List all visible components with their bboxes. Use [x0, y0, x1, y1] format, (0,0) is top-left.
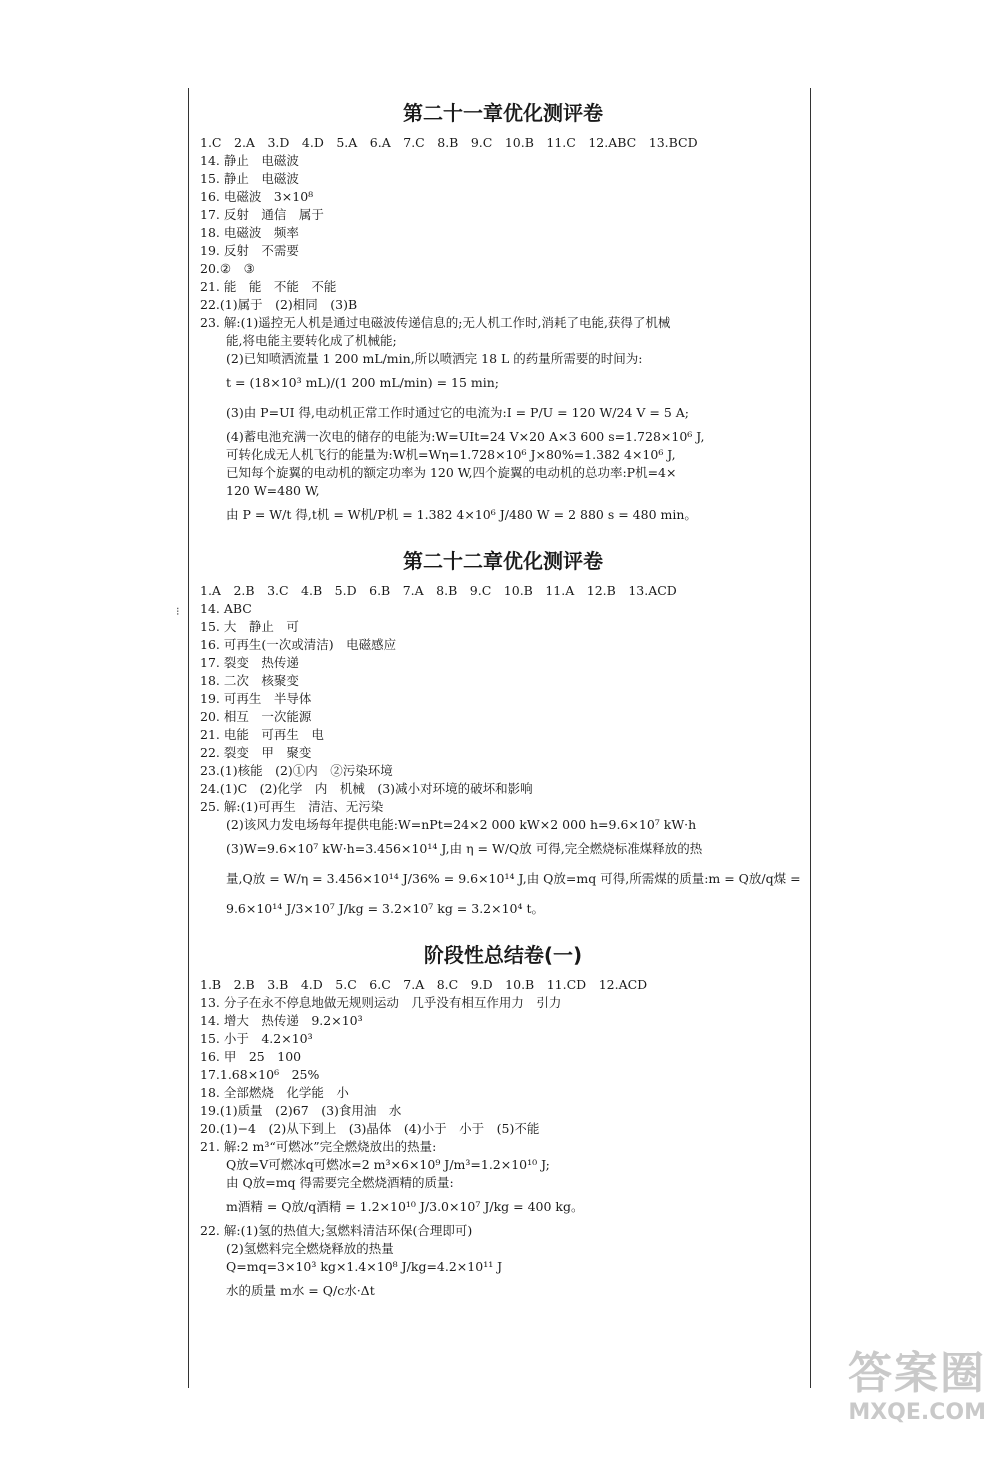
answer-line: 18. 全部燃烧 化学能 小: [200, 1085, 349, 1100]
formula-line: m酒精 = Q放/q酒精 = 1.2×10¹⁰ J/3.0×10⁷ J/kg = 400 kg。: [226, 1199, 584, 1214]
mc-answers: 1.A 2.B 3.C 4.B 5.D 6.B 7.A 8.B 9.C 10.B 11.A 12.B 13.ACD: [200, 583, 677, 598]
watermark-url: MXQE.COM: [848, 1400, 986, 1425]
answer-line: 15. 静止 电磁波: [200, 171, 299, 186]
formula-line: (3)W=9.6×10⁷ kW·h=3.456×10¹⁴ J,由 η = W/Q放 可得,完全燃烧标准煤释放的热: [226, 841, 703, 856]
mc-answers: 1.B 2.B 3.B 4.D 5.C 6.C 7.A 8.C 9.D 10.B 11.CD 12.ACD: [200, 977, 648, 992]
binding-mark: ⁝: [176, 605, 180, 618]
site-watermark: [736, 1348, 986, 1448]
answer-line: 可转化成无人机飞行的能量为:W机=Wη=1.728×10⁶ J×80%=1.382 4×10⁶ J,: [226, 447, 676, 462]
formula-line: 量,Q放 = W/η = 3.456×10¹⁴ J/36% = 9.6×10¹⁴ J,由 Q放=mq 可得,所需煤的质量:m = Q放/q煤 =: [226, 871, 801, 886]
answer-line: 17.1.68×10⁶ 25%: [200, 1067, 320, 1082]
answer-line: 21. 电能 可再生 电: [200, 727, 324, 742]
answer-content: [200, 96, 806, 1306]
answer-line: 14. 静止 电磁波: [200, 153, 299, 168]
formula-line: 9.6×10¹⁴ J/3×10⁷ J/kg = 3.2×10⁷ kg = 3.2×10⁴ t。: [226, 901, 545, 916]
right-margin-rule: [810, 88, 811, 1388]
watermark-logo-text: 答案圈: [848, 1348, 986, 1399]
answer-line: 16. 可再生(一次或清洁) 电磁感应: [200, 637, 397, 652]
answer-line: 22. 解:(1)氢的热值大;氢燃料清洁环保(合理即可): [200, 1223, 473, 1238]
answer-line: 15. 小于 4.2×10³: [200, 1031, 313, 1046]
formula-line: t = (18×10³ mL)/(1 200 mL/min) = 15 min;: [226, 375, 500, 390]
answer-line: 22. 裂变 甲 聚变: [200, 745, 312, 760]
answer-line: (2)氢燃料完全燃烧释放的热量: [226, 1241, 394, 1256]
answer-line: (4)蓄电池充满一次电的储存的电能为:W=UIt=24 V×20 A×3 600 s=1.728×10⁶ J,: [226, 429, 705, 444]
answer-line: 120 W=480 W,: [226, 483, 320, 498]
answer-line: 17. 裂变 热传递: [200, 655, 299, 670]
formula-line: 由 P = W/t 得,t机 = W机/P机 = 1.382 4×10⁶ J/480 W = 2 880 s = 480 min。: [226, 507, 697, 522]
answer-line: 21. 能 能 不能 不能: [200, 279, 337, 294]
answer-line: 22.(1)属于 (2)相同 (3)B: [200, 297, 358, 312]
answer-line: Q放=V可燃冰q可燃冰=2 m³×6×10⁹ J/m³=1.2×10¹⁰ J;: [226, 1157, 550, 1172]
mc-answers: 1.C 2.A 3.D 4.D 5.A 6.A 7.C 8.B 9.C 10.B 11.C 12.ABC 13.BCD: [200, 135, 698, 150]
answer-line: 14. 增大 热传递 9.2×10³: [200, 1013, 363, 1028]
section-title-ch21: 第二十一章优化测评卷: [403, 101, 603, 125]
answer-line: 能,将电能主要转化成了机械能;: [226, 333, 397, 348]
answer-line: 13. 分子在永不停息地做无规则运动 几乎没有相互作用力 引力: [200, 995, 562, 1010]
formula-line: 水的质量 m水 = Q/c水·Δt: [226, 1283, 375, 1298]
answer-line: (2)该风力发电场每年提供电能:W=nPt=24×2 000 kW×2 000 h=9.6×10⁷ kW·h: [226, 817, 697, 832]
answer-line: Q=mq=3×10³ kg×1.4×10⁸ J/kg=4.2×10¹¹ J: [226, 1259, 503, 1274]
answer-line: 18. 电磁波 频率: [200, 225, 299, 240]
answer-line: 16. 甲 25 100: [200, 1049, 302, 1064]
section-title-ch22: 第二十二章优化测评卷: [403, 549, 603, 573]
answer-line: 20.(1)−4 (2)从下到上 (3)晶体 (4)小于 小于 (5)不能: [200, 1121, 540, 1136]
answer-line: 19.(1)质量 (2)67 (3)食用油 水: [200, 1103, 402, 1118]
answer-line: 23.(1)核能 (2)①内 ②污染环境: [200, 763, 393, 778]
answer-line: 25. 解:(1)可再生 清洁、无污染: [200, 799, 384, 814]
answer-line: 24.(1)C (2)化学 内 机械 (3)减小对环境的破坏和影响: [200, 781, 533, 796]
answer-line: 21. 解:2 m³“可燃冰”完全燃烧放出的热量:: [200, 1139, 437, 1154]
answer-line: 已知每个旋翼的电动机的额定功率为 120 W,四个旋翼的电动机的总功率:P机=4×: [226, 465, 677, 480]
answer-line: 14. ABC: [200, 601, 252, 616]
left-margin-rule: [188, 88, 189, 1388]
answer-line: 16. 电磁波 3×10⁸: [200, 189, 314, 204]
answer-line: (2)已知喷洒流量 1 200 mL/min,所以喷洒完 18 L 的药量所需要的时间为:: [226, 351, 643, 366]
answer-line: 15. 大 静止 可: [200, 619, 299, 634]
answer-line: 19. 可再生 半导体: [200, 691, 312, 706]
answer-line: 20. 相互 一次能源: [200, 709, 312, 724]
section-title-stage-summary: 阶段性总结卷(一): [423, 943, 583, 967]
answer-line: 18. 二次 核聚变: [200, 673, 299, 688]
answer-line: 由 Q放=mq 得需要完全燃烧酒精的质量:: [226, 1175, 454, 1190]
answer-line: 17. 反射 通信 属于: [200, 207, 324, 222]
answer-line: 23. 解:(1)遥控无人机是通过电磁波传递信息的;无人机工作时,消耗了电能,获得了机械: [200, 315, 671, 330]
answer-line: 20.② ③: [200, 261, 255, 276]
formula-line: (3)由 P=UI 得,电动机正常工作时通过它的电流为:I = P/U = 120 W/24 V = 5 A;: [226, 405, 690, 420]
answer-line: 19. 反射 不需要: [200, 243, 299, 258]
